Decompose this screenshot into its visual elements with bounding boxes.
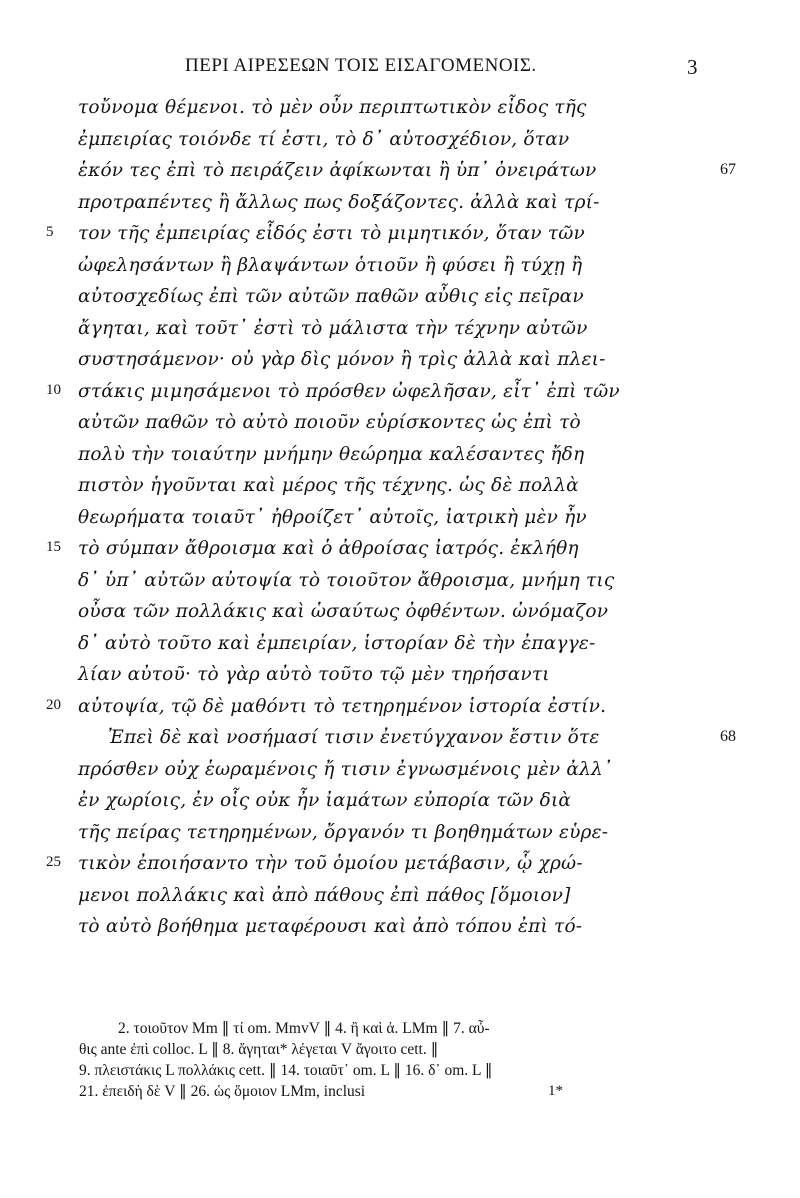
text-line: [0, 159, 800, 191]
line-text: αὐτοψία, τῷ δὲ μαθόντι τὸ τετηρημένον ἱστορία ἐστίν.: [78, 695, 607, 717]
line-number: 15: [46, 539, 61, 555]
footnote-text: 21. ἐπειδὴ δὲ V ∥ 26. ὡς ὅμοιον LMm, inclusi: [79, 1083, 366, 1100]
text-line: [0, 600, 800, 632]
text-line: [0, 884, 800, 916]
footnote-line: [0, 1019, 800, 1040]
text-line: [0, 758, 800, 790]
line-text: Ἐπεὶ δὲ καὶ νοσήμασί τισιν ἐνετύγχανον ἔστιν ὅτε: [108, 727, 600, 748]
main-text: [0, 96, 800, 947]
footnote-text: 9. πλειστάκις L πολλάκις cett. ∥ 14. τοιαῦτ᾽ om. L ∥ 16. δ᾽ om. L ∥: [79, 1062, 493, 1079]
text-line: [0, 915, 800, 947]
line-text: τὸ αὐτὸ βοήθημα μεταφέρουσι καὶ ἀπὸ τόπου ἐπὶ τό-: [78, 916, 583, 937]
line-text: τοὔνομα θέμενοι. τὸ μὲν οὖν περιπτωτικὸν εἶδος τῆς: [78, 97, 587, 118]
margin-reference-number: 67: [720, 161, 736, 178]
text-line: [0, 695, 800, 727]
text-line: [0, 569, 800, 601]
text-line: [0, 254, 800, 286]
line-text: δ᾽ ὑπ᾽ αὐτῶν αὐτοψία τὸ τοιοῦτον ἄθροισμα, μνήμη τις: [78, 569, 615, 591]
footnote-line: [0, 1061, 800, 1082]
line-text: ἐν χωρίοις, ἐν οἷς οὐκ ἦν ἰαμάτων εὐπορία τῶν διὰ: [78, 790, 572, 811]
text-line: [0, 96, 800, 128]
line-text: αὐτοσχεδίως ἐπὶ τῶν αὐτῶν παθῶν αὖθις εἰς πεῖραν: [78, 286, 584, 307]
text-line: [0, 191, 800, 223]
line-text: ὠφελησάντων ἢ βλαψάντων ὁτιοῦν ἢ φύσει ἢ τύχῃ ἢ: [78, 254, 583, 276]
line-text: ἑκόν τες ἐπὶ τὸ πειράζειν ἀφίκωνται ἢ ὑπ᾽ ὀνειράτων: [78, 160, 597, 181]
line-number: 25: [46, 854, 61, 870]
line-number: 5: [46, 224, 54, 240]
line-text: μενοι πολλάκις καὶ ἀπὸ πάθους ἐπὶ πάθος [ὅμοιον]: [78, 884, 571, 906]
text-line: [0, 222, 800, 254]
text-line: [0, 411, 800, 443]
line-text: στάκις μιμησάμενοι τὸ πρόσθεν ὠφελῆσαν, εἶτ᾽ ἐπὶ τῶν: [78, 380, 620, 402]
running-title: ΠΕΡΙ ΑΙΡΕΣΕΩΝ ΤΟΙΣ ΕΙΣΑΓΟΜΕΝΟΙΣ.: [185, 55, 537, 76]
text-line: [0, 128, 800, 160]
text-line: [0, 506, 800, 538]
line-text: πρόσθεν οὐχ ἑωραμένοις ἤ τισιν ἐγνωσμένοις μὲν ἀλλ᾽: [78, 758, 613, 780]
footnote-line: [0, 1040, 800, 1061]
text-line: [0, 380, 800, 412]
text-line: [0, 474, 800, 506]
footnote-text: 2. τοιοῦτον Mm ∥ τί om. MmvV ∥ 4. ἢ καὶ ἀ. LMm ∥ 7. αὖ-: [118, 1020, 490, 1037]
line-text: δ᾽ αὐτὸ τοῦτο καὶ ἐμπειρίαν, ἱστορίαν δὲ τὴν ἐπαγγε-: [78, 632, 596, 654]
text-line: [0, 789, 800, 821]
line-text: πιστὸν ἡγοῦνται καὶ μέρος τῆς τέχνης. ὡς δὲ πολλὰ: [78, 475, 579, 496]
line-number: 10: [46, 381, 61, 398]
line-text: ἄγηται, καὶ τοῦτ᾽ ἐστὶ τὸ μάλιστα τὴν τέχνην αὐτῶν: [78, 317, 588, 339]
line-number: 20: [46, 696, 61, 713]
text-line: [0, 821, 800, 853]
text-line: [0, 663, 800, 695]
line-text: θεωρήματα τοιαῦτ᾽ ἠθροίζετ᾽ αὐτοῖς, ἰατρικὴ μὲν ἦν: [78, 506, 587, 528]
page-number: 3: [687, 55, 698, 79]
line-text: αὐτῶν παθῶν τὸ αὐτὸ ποιοῦν εὑρίσκοντες ὡς ἐπὶ τὸ: [78, 412, 581, 433]
line-text: τικὸν ἐποιήσαντο τὴν τοῦ ὁμοίου μετάβασιν, ᾧ χρώ-: [78, 853, 583, 874]
text-line: [0, 285, 800, 317]
line-text: συστησάμενον· οὐ γὰρ δὶς μόνον ἢ τρὶς ἀλλὰ καὶ πλει-: [78, 349, 606, 370]
text-line: [0, 348, 800, 380]
page-header: [0, 55, 800, 85]
footnote-line: [0, 1082, 800, 1103]
text-line: [0, 317, 800, 349]
text-line: [0, 726, 800, 758]
text-line: [0, 852, 800, 884]
line-text: τον τῆς ἐμπειρίας εἶδός ἐστι τὸ μιμητικόν, ὅταν τῶν: [78, 223, 585, 244]
line-text: λίαν αὐτοῦ· τὸ γὰρ αὐτὸ τοῦτο τῷ μὲν τηρήσαντι: [78, 664, 550, 685]
printer-signature: 1*: [548, 1083, 563, 1099]
line-text: οὖσα τῶν πολλάκις καὶ ὡσαύτως ὀφθέντων. ὠνόμαζον: [78, 601, 609, 622]
critical-apparatus: [0, 1019, 800, 1103]
line-text: πολὺ τὴν τοιαύτην μνήμην θεώρημα καλέσαντες ἤδη: [78, 443, 585, 465]
line-text: ἐμπειρίας τοιόνδε τί ἐστι, τὸ δ᾽ αὐτοσχέδιον, ὅταν: [78, 128, 570, 150]
text-line: [0, 537, 800, 569]
line-text: τῆς πείρας τετηρημένων, ὄργανόν τι βοηθημάτων εὑρε-: [78, 821, 609, 843]
text-line: [0, 632, 800, 664]
line-text: τὸ σύμπαν ἄθροισμα καὶ ὁ ἀθροίσας ἰατρός. ἐκλήθη: [78, 538, 579, 559]
margin-reference-number: 68: [720, 728, 736, 745]
text-line: [0, 443, 800, 475]
line-text: προτραπέντες ἢ ἄλλως πως δοξάζοντες. ἀλλὰ καὶ τρί-: [78, 191, 600, 213]
footnote-text: θις ante ἐπὶ colloc. L ∥ 8. ἄγηται* λέγεται V ἄγοιτο cett. ∥: [79, 1041, 439, 1058]
